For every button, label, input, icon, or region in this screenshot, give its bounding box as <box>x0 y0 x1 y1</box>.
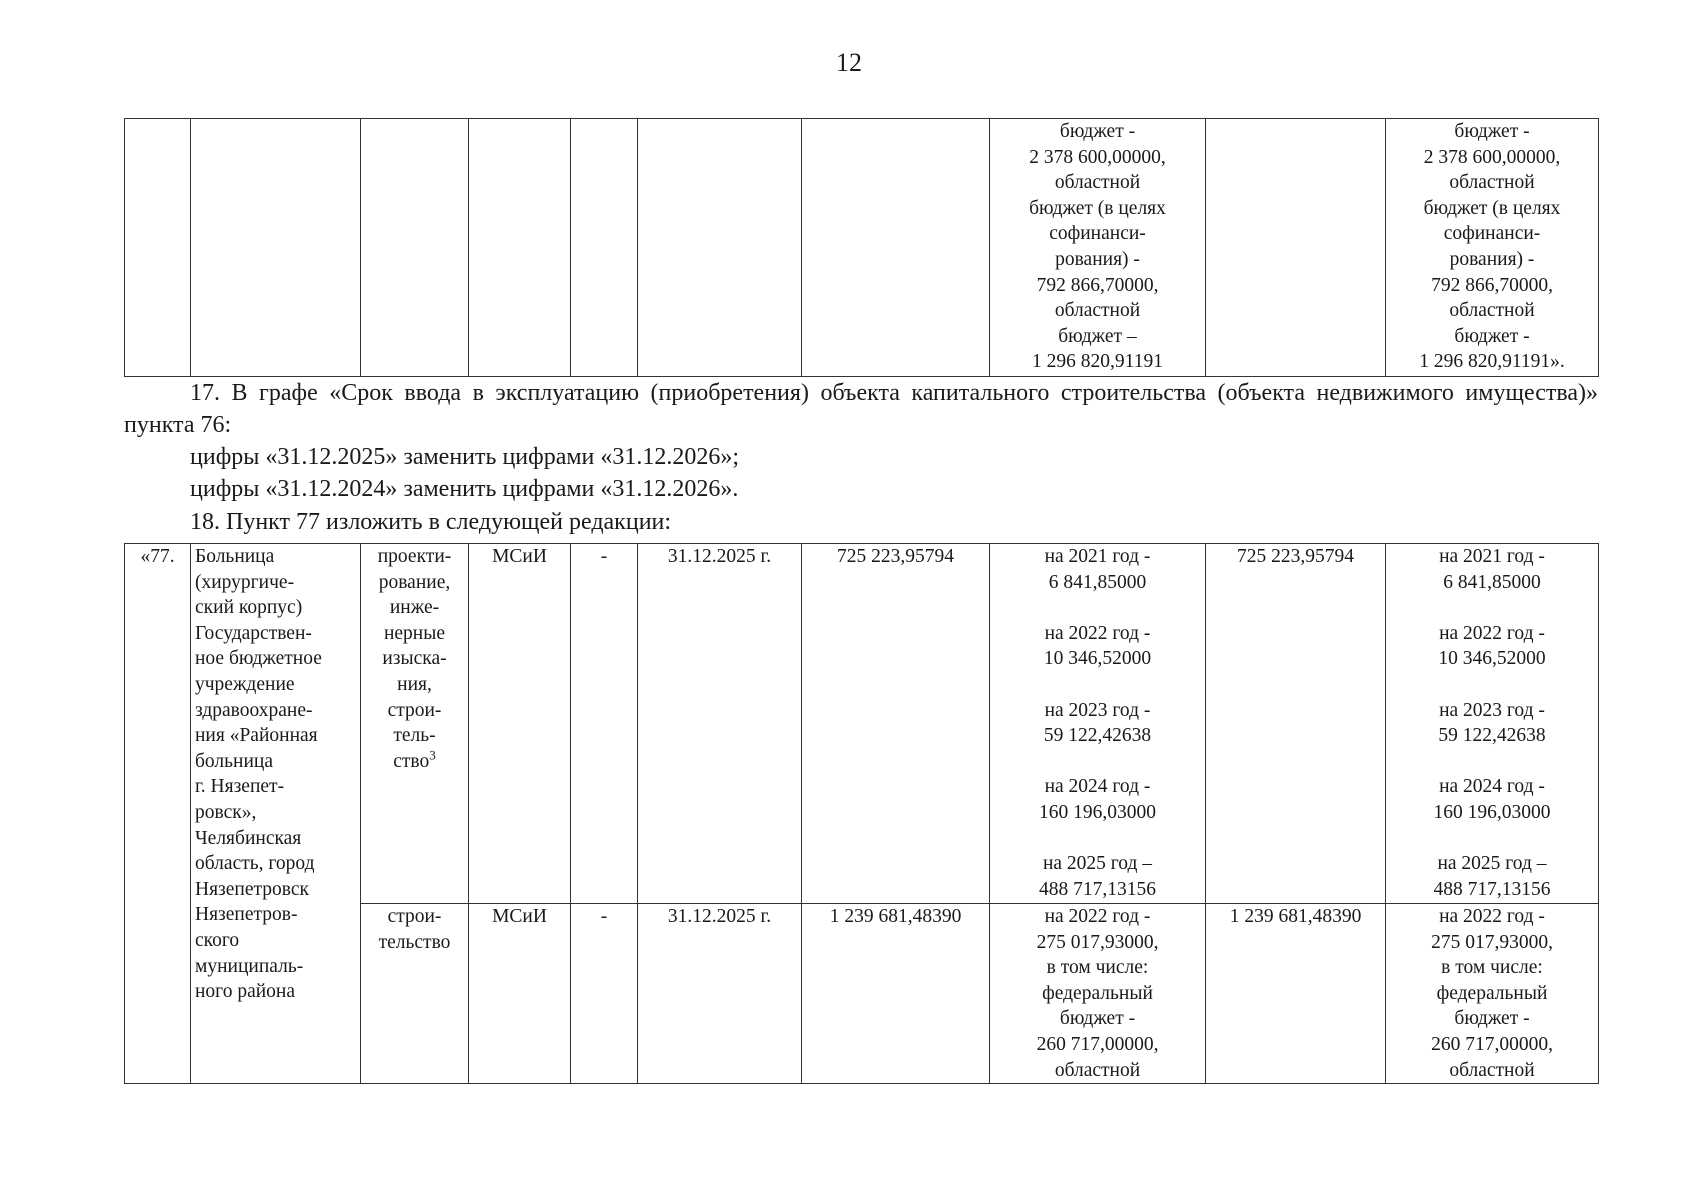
table-cell <box>571 119 638 377</box>
work-type: проекти- рование, инже- нерные изыска- ния, строи- тель- ство <box>377 546 452 772</box>
object-name: Больница (хирургиче- ский корпус) Государствен- ное бюджетное учреждение здравоохране- ния «Районная больница г. Нязепет- ровск», Челябинская область, город Нязепетровск <box>195 546 322 900</box>
dash-cell: - <box>571 544 638 904</box>
funding-cell: бюджет - 2 378 600,00000, областной бюджет (в целях софинанси- рования) - 792 866,70000, областной бюджет – 1 296 820,91191 <box>990 119 1206 377</box>
object-name-cell <box>191 544 361 1084</box>
table-cell <box>1206 119 1386 377</box>
item-number: «77. <box>125 544 191 1084</box>
table-cell <box>361 119 469 377</box>
table-cell <box>802 119 990 377</box>
organization: МСиИ <box>469 904 571 1084</box>
funding-by-year-2: на 2022 год - 275 017,93000, в том числе: федеральный бюджет - 260 717,00000, областной <box>1386 904 1599 1084</box>
funding-by-year-2: на 2021 год - 6 841,85000 на 2022 год - 10 346,52000 на 2023 год - 59 122,42638 на 2024 год - 160 196,03000 на 2025 год – 488 717,13156 <box>1386 544 1599 904</box>
paragraph-17-item-a: цифры «31.12.2025» заменить цифрами «31.12.2026»; <box>190 444 740 470</box>
object-name-continued: Нязепетров- ского муниципаль- ного района <box>195 904 304 1003</box>
estimated-cost-2: 1 239 681,48390 <box>1206 904 1386 1084</box>
table-cell <box>638 119 802 377</box>
work-type: строи- тельство <box>361 904 469 1084</box>
item-77-table <box>124 543 1599 1084</box>
work-type-cell <box>361 544 469 904</box>
estimated-cost: 725 223,95794 <box>802 544 990 904</box>
table-row <box>125 119 1599 377</box>
table-cell <box>125 119 191 377</box>
estimated-cost: 1 239 681,48390 <box>802 904 990 1084</box>
funding-cell: бюджет - 2 378 600,00000, областной бюджет (в целях софинанси- рования) - 792 866,70000, областной бюджет - 1 296 820,91191». <box>1386 119 1599 377</box>
table-row <box>125 544 1599 904</box>
dash-cell: - <box>571 904 638 1084</box>
table-cell <box>191 119 361 377</box>
continuation-table <box>124 118 1599 377</box>
table-cell <box>469 119 571 377</box>
footnote-mark: 3 <box>429 747 436 763</box>
paragraph-17-item-b: цифры «31.12.2024» заменить цифрами «31.12.2026». <box>190 476 739 502</box>
funding-by-year: на 2022 год - 275 017,93000, в том числе: федеральный бюджет - 260 717,00000, областной <box>990 904 1206 1084</box>
page-number: 12 <box>836 48 862 77</box>
organization: МСиИ <box>469 544 571 904</box>
commission-date: 31.12.2025 г. <box>638 904 802 1084</box>
estimated-cost-2: 725 223,95794 <box>1206 544 1386 904</box>
commission-date: 31.12.2025 г. <box>638 544 802 904</box>
paragraph-18: 18. Пункт 77 изложить в следующей редакции: <box>190 509 672 535</box>
funding-by-year: на 2021 год - 6 841,85000 на 2022 год - 10 346,52000 на 2023 год - 59 122,42638 на 2024 год - 160 196,03000 на 2025 год – 488 717,13156 <box>990 544 1206 904</box>
paragraph-17: 17. В графе «Срок ввода в эксплуатацию (приобретения) объекта капитального строительства (объекта недвижимого имущества)» пункта 76: <box>124 380 1598 438</box>
